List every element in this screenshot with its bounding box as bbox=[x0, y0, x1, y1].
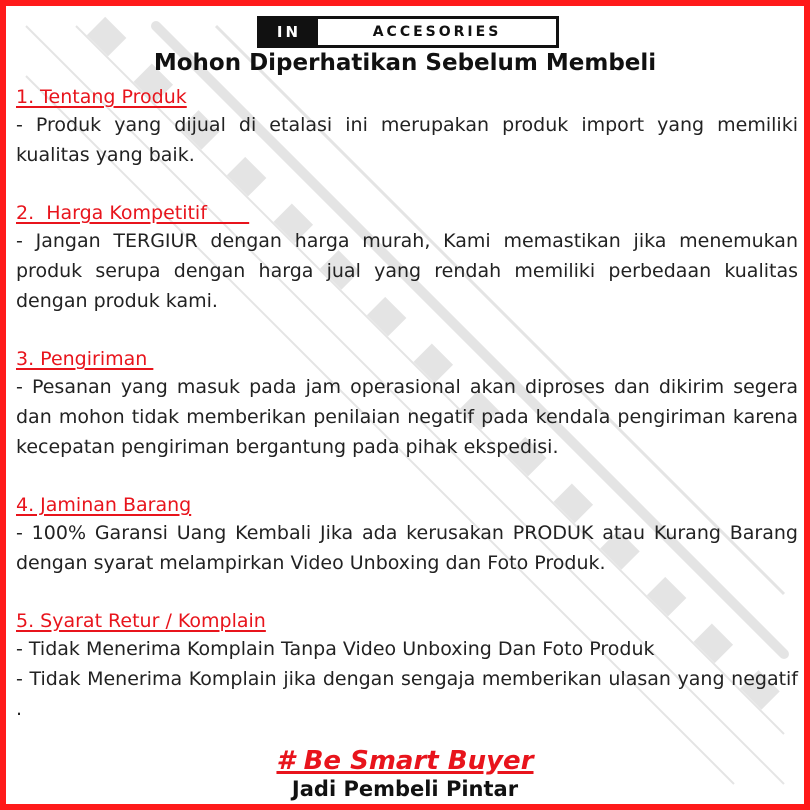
sections-list bbox=[16, 84, 798, 724]
section-tentang-produk bbox=[16, 84, 798, 170]
section-text: - Produk yang dijual di etalasi ini merupakan produk import yang memiliki kualitas yang baik. bbox=[16, 114, 798, 166]
section-syarat-retur bbox=[16, 608, 798, 724]
section-heading: 1. Tentang Produk bbox=[16, 86, 187, 108]
brand-badge: IN bbox=[260, 19, 318, 45]
section-heading: 3. Pengiriman bbox=[16, 348, 154, 370]
sub-slogan: Jadi Pembeli Pintar bbox=[291, 777, 519, 801]
section-text: - Jangan TERGIUR dengan harga murah, Kami memastikan jika menemukan produk serupa dengan harga jual yang rendah memiliki perbedaan kualitas dengan produk kami. bbox=[16, 230, 798, 312]
section-pengiriman bbox=[16, 346, 798, 462]
slogan bbox=[6, 746, 804, 776]
section-text: - 100% Garansi Uang Kembali Jika ada kerusakan PRODUK atau Kurang Barang dengan syarat melampirkan Video Unboxing dan Foto Produk. bbox=[16, 522, 798, 574]
section-text: - Pesanan yang masuk pada jam operasional akan diproses dan dikirim segera dan mohon tidak memberikan penilaian negatif pada kendala pengiriman karena kecepatan pengiriman bergantung pada pihak ekspedisi. bbox=[16, 376, 798, 458]
section-heading: 4. Jaminan Barang bbox=[16, 494, 192, 516]
section-jaminan-barang bbox=[16, 492, 798, 578]
slogan-text: # Be Smart Buyer bbox=[276, 746, 534, 776]
section-heading: 2. Harga Kompetitif bbox=[16, 202, 250, 224]
brand-name: ACCESORIES bbox=[372, 24, 502, 40]
section-harga-kompetitif bbox=[16, 200, 798, 316]
section-text: - Tidak Menerima Komplain jika dengan sengaja memberikan ulasan yang negatif . bbox=[16, 668, 798, 720]
brand-logo bbox=[257, 16, 559, 48]
page-title: Mohon Diperhatikan Sebelum Membeli bbox=[153, 50, 657, 76]
section-heading: 5. Syarat Retur / Komplain bbox=[16, 610, 266, 632]
section-text: - Tidak Menerima Komplain Tanpa Video Unboxing Dan Foto Produk bbox=[16, 638, 655, 660]
